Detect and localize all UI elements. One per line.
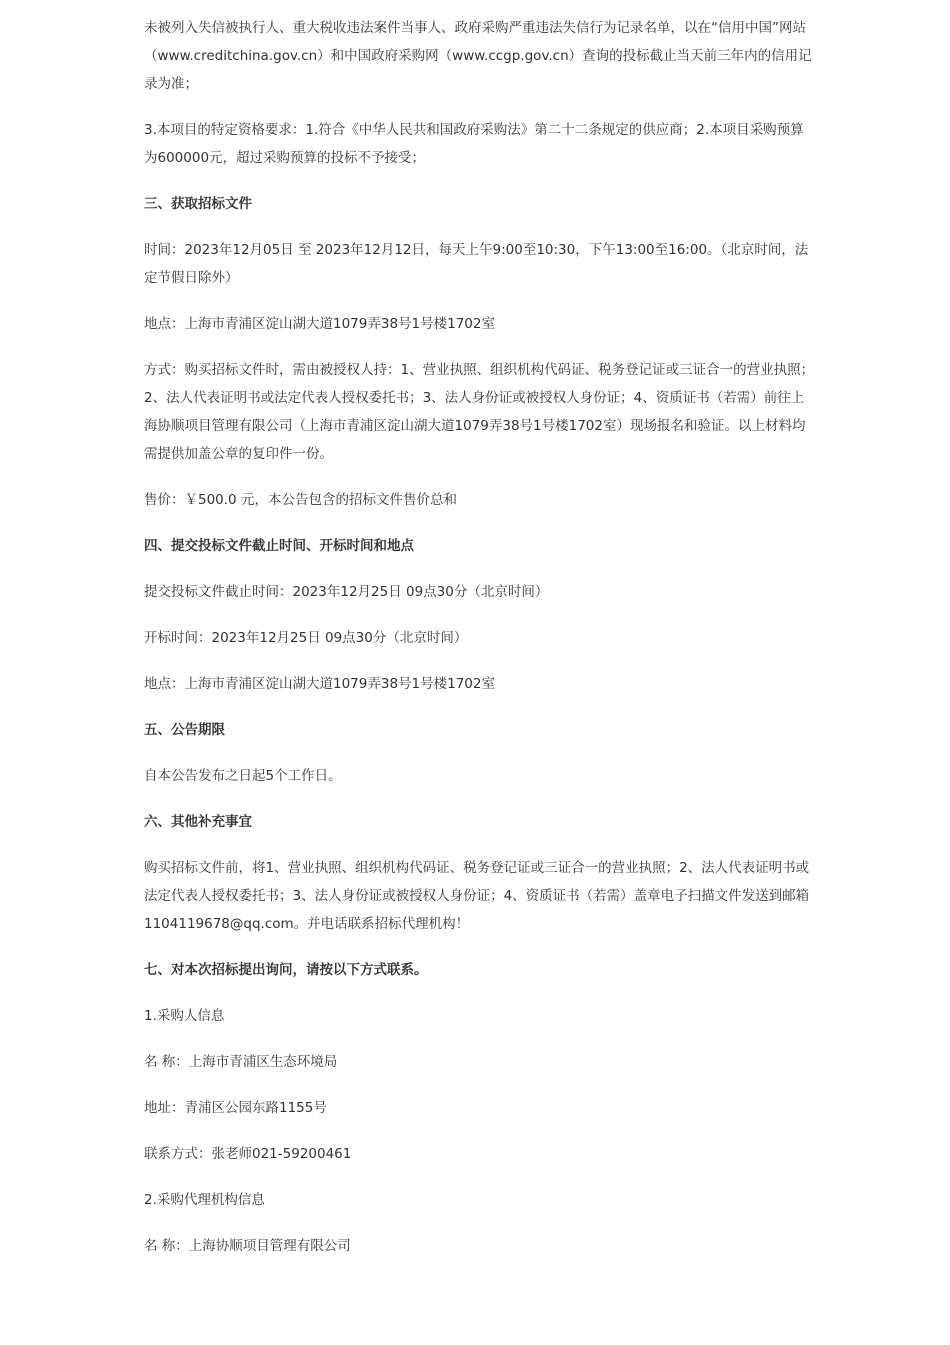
notice-period-paragraph: 自本公告发布之日起5个工作日。	[144, 768, 342, 784]
purchaser-name: 名 称：上海市青浦区生态环境局	[144, 1054, 338, 1070]
agency-info-title: 2.采购代理机构信息	[144, 1192, 265, 1208]
document-price-paragraph: 售价：￥500.0 元，本公告包含的招标文件售价总和	[144, 492, 457, 508]
other-matters-paragraph: 购买招标文件前，将1、营业执照、组织机构代码证、税务登记证或三证合一的营业执照；2、法人代表证明书或法定代表人授权委托书；3、法人身份证或被授权人身份证；4、资质证书（若需）盖章电子扫描文件发送到邮箱1104119678@qq.com。并电话联系招标代理机构！	[144, 860, 810, 932]
obtain-method-paragraph: 方式：购买招标文件时，需由被授权人持：1、营业执照、组织机构代码证、税务登记证或三证合一的营业执照；2、法人代表证明书或法定代表人授权委托书；3、法人身份证或被授权人身份证；4、资质证书（若需）前往上海协顺项目管理有限公司（上海市青浦区淀山湖大道1079弄38号1号楼1702室）现场报名和验证。以上材料均需提供加盖公章的复印件一份。	[144, 362, 815, 462]
section-heading-other-matters: 六、其他补充事宜	[144, 814, 252, 830]
obtain-time-paragraph: 时间：2023年12月05日 至 2023年12月12日，每天上午9:00至10:30，下午13:00至16:00。（北京时间，法定节假日除外）	[144, 242, 809, 286]
section-heading-obtain-documents: 三、获取招标文件	[144, 196, 252, 212]
section-heading-notice-period: 五、公告期限	[144, 722, 225, 738]
special-qualification-paragraph: 3.本项目的特定资格要求：1.符合《中华人民共和国政府采购法》第二十二条规定的供应商；2.本项目采购预算为600000元，超过采购预算的投标不予接受；	[144, 122, 804, 166]
document-body	[144, 14, 816, 1278]
agency-name: 名 称：上海协顺项目管理有限公司	[144, 1238, 351, 1254]
submission-deadline-paragraph: 提交投标文件截止时间：2023年12月25日 09点30分（北京时间）	[144, 584, 549, 600]
qualification-credit-paragraph: 未被列入失信被执行人、重大税收违法案件当事人、政府采购严重违法失信行为记录名单，以在“信用中国”网站（www.creditchina.gov.cn）和中国政府采购网（www.ccgp.gov.cn）查询的投标截止当天前三年内的信用记录为准；	[144, 20, 812, 92]
purchaser-contact: 联系方式：张老师021-59200461	[144, 1146, 352, 1162]
purchaser-info-title: 1.采购人信息	[144, 1008, 225, 1024]
submission-place-paragraph: 地点：上海市青浦区淀山湖大道1079弄38号1号楼1702室	[144, 676, 495, 692]
bid-opening-time-paragraph: 开标时间：2023年12月25日 09点30分（北京时间）	[144, 630, 468, 646]
section-heading-submission: 四、提交投标文件截止时间、开标时间和地点	[144, 538, 414, 554]
section-heading-contact: 七、对本次招标提出询问，请按以下方式联系。	[144, 962, 428, 978]
purchaser-address: 地址：青浦区公园东路1155号	[144, 1100, 327, 1116]
obtain-place-paragraph: 地点：上海市青浦区淀山湖大道1079弄38号1号楼1702室	[144, 316, 495, 332]
